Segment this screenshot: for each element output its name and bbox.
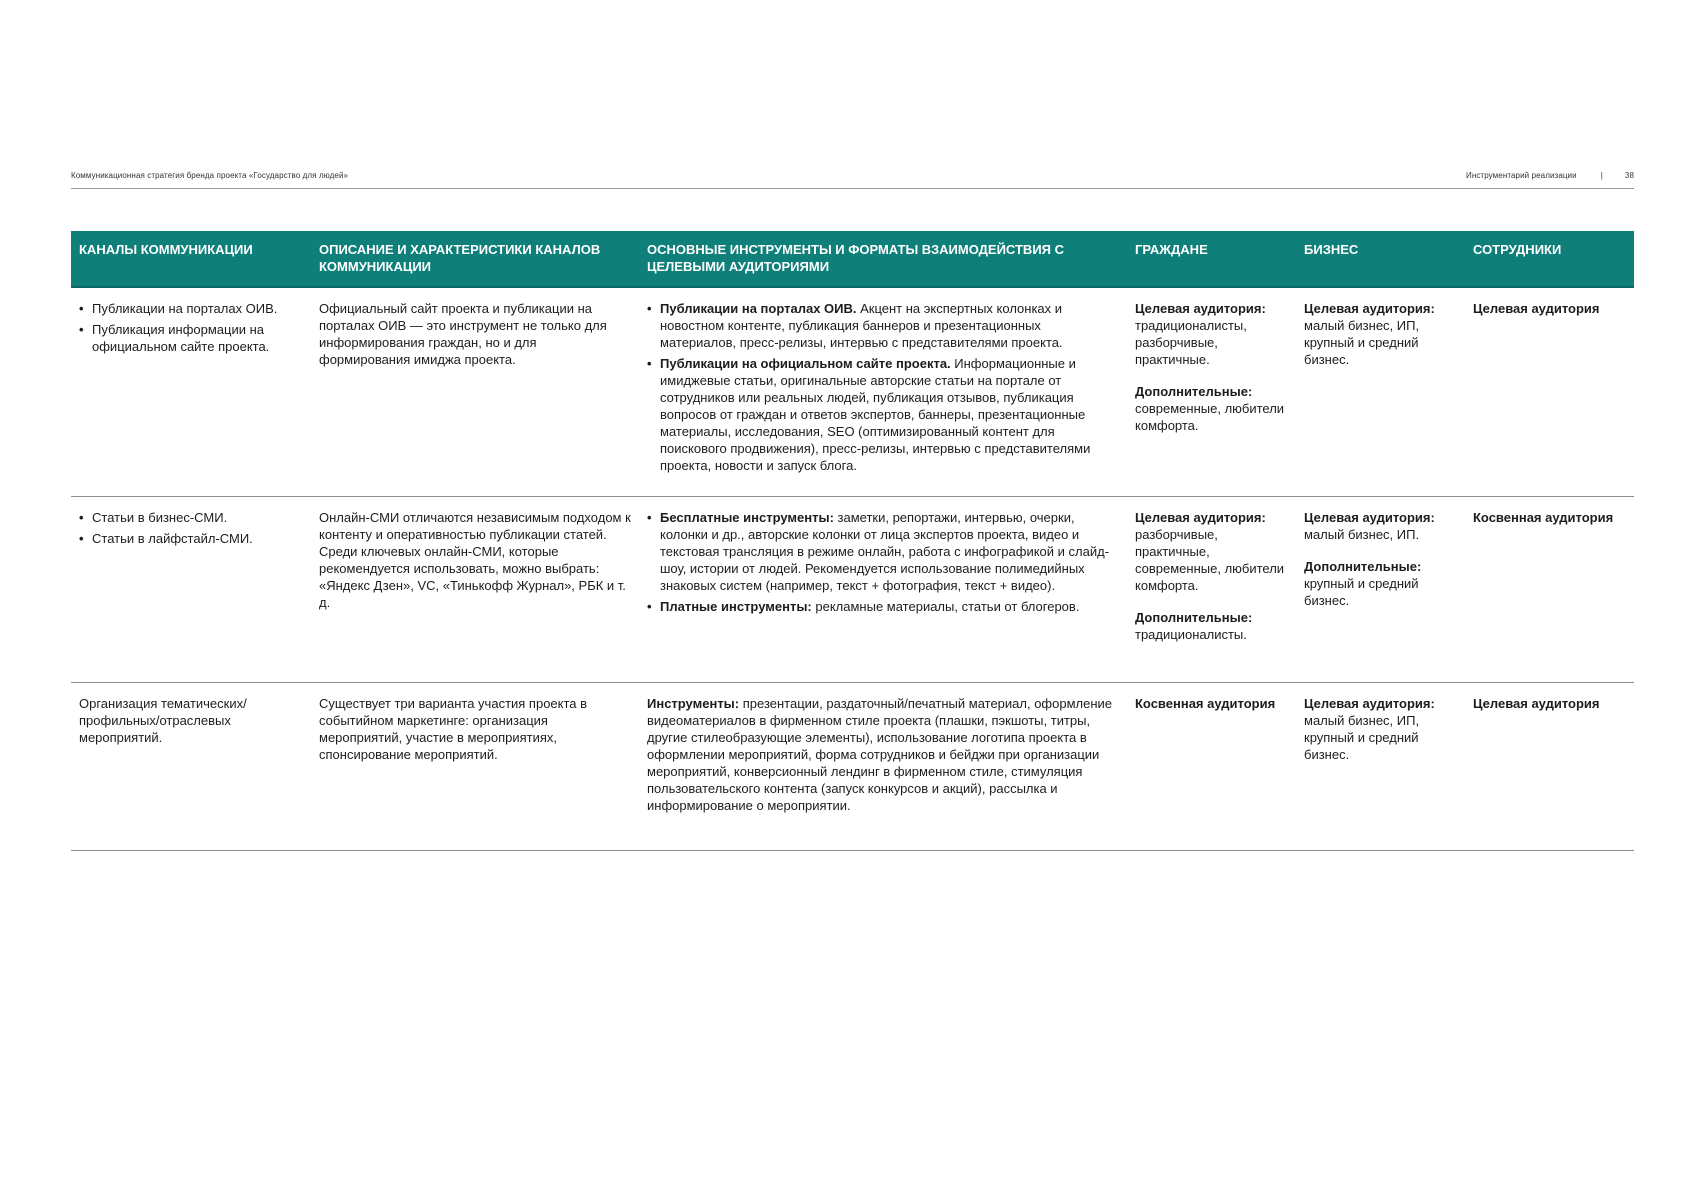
audience-text: современные, любители комфорта. xyxy=(1135,401,1285,433)
tools-cell xyxy=(639,287,1127,497)
tools-cell xyxy=(639,683,1127,851)
audience-text: малый бизнес, ИП, крупный и средний бизнес. xyxy=(1304,318,1420,367)
channel-item: • Статьи в лайфстайл-СМИ. xyxy=(79,530,303,547)
channel-item: • Публикация информации на официальном сайте проекта. xyxy=(79,321,303,355)
audience-block xyxy=(1304,509,1457,543)
channels-cell: Организация тематических/профильных/отраслевых мероприятий. xyxy=(71,683,311,851)
document-title: Коммуникационная стратегия бренда проекта «Государство для людей» xyxy=(71,171,349,180)
audience-title: Целевая аудитория: xyxy=(1304,301,1435,316)
employees-cell: Целевая аудитория xyxy=(1465,287,1634,497)
page-number: 38 xyxy=(1624,171,1634,180)
tool-title: Публикации на порталах ОИВ. xyxy=(660,301,857,316)
channel-item: • Статьи в бизнес-СМИ. xyxy=(79,509,303,526)
channels-cell xyxy=(71,497,311,683)
column-header-channels: КАНАЛЫ КОММУНИКАЦИИ xyxy=(71,231,311,287)
citizens-cell xyxy=(1127,287,1296,497)
audience-block xyxy=(1135,509,1288,594)
business-cell xyxy=(1296,683,1465,851)
tool-item xyxy=(647,598,1119,615)
section-info xyxy=(1466,171,1634,180)
table-header-row xyxy=(71,231,1634,287)
tool-title: Инструменты: xyxy=(647,696,740,711)
audience-text: малый бизнес, ИП, крупный и средний бизнес. xyxy=(1304,713,1420,762)
tool-text: Информационные и имиджевые статьи, оригинальные авторские статьи на портале от сотрудников или реальных людей, публикация отзывов, публикация вопросов от граждан и ответов экспертов, баннеры, презентационные материалы, исследования, SEO (оптимизированный контент для поискового продвижения), пресс-релизы, интервью с представителями проекта, новости и запуск блога. xyxy=(660,356,1091,473)
tool-text: презентации, раздаточный/печатный материал, оформление видеоматериалов в фирменном стиле проекта (плашки, пэкшоты, титры, другие стилеобразующие элементы), использование логотипа проекта в оформлении мероприятий, форма сотрудников и бейджи при организации мероприятий, конверсионный лендинг в фирменном стиле, стимуляция пользовательского контента (запуск конкурсов и акций), рассылка и информирование о мероприятии. xyxy=(647,696,1113,813)
audience-title: Целевая аудитория: xyxy=(1135,510,1266,525)
citizens-cell xyxy=(1127,497,1296,683)
tool-title: Публикации на официальном сайте проекта. xyxy=(660,356,951,371)
tool-title: Бесплатные инструменты: xyxy=(660,510,834,525)
header-divider xyxy=(71,188,1634,189)
business-cell xyxy=(1296,287,1465,497)
description-cell: Существует три варианта участия проекта в событийном маркетинге: организация мероприятий, участие в мероприятиях, спонсирование мероприятий. xyxy=(311,683,639,851)
audience-title: Дополнительные: xyxy=(1135,610,1253,625)
audience-block xyxy=(1135,609,1288,643)
audience-title: Целевая аудитория: xyxy=(1135,301,1266,316)
description-cell: Официальный сайт проекта и публикации на порталах ОИВ — это инструмент не только для информирования граждан, но и для формирования имиджа проекта. xyxy=(311,287,639,497)
audience-title: Дополнительные: xyxy=(1304,559,1422,574)
column-header-description: ОПИСАНИЕ И ХАРАКТЕРИСТИКИ КАНАЛОВ КОММУНИКАЦИИ xyxy=(311,231,639,287)
column-header-tools: ОСНОВНЫЕ ИНСТРУМЕНТЫ И ФОРМАТЫ ВЗАИМОДЕЙСТВИЯ С ЦЕЛЕВЫМИ АУДИТОРИЯМИ xyxy=(639,231,1127,287)
tool-text: Акцент на экспертных колонках и новостном контенте, публикация баннеров и презентационных материалов, пресс-релизы, интервью с представителями проекта. xyxy=(660,301,1063,350)
audience-text: разборчивые, практичные, современные, любители комфорта. xyxy=(1135,527,1285,593)
channel-item: • Публикации на порталах ОИВ. xyxy=(79,300,303,317)
audience-title: Дополнительные: xyxy=(1135,384,1253,399)
business-cell xyxy=(1296,497,1465,683)
communication-channels-table xyxy=(71,231,1634,851)
audience-text: крупный и средний бизнес. xyxy=(1304,576,1419,608)
header-separator: | xyxy=(1600,171,1603,180)
citizens-cell: Косвенная аудитория xyxy=(1127,683,1296,851)
table-row xyxy=(71,287,1634,497)
tool-text: заметки, репортажи, интервью, очерки, колонки и др., авторские колонки от лица экспертов проекта, видео и текстовая трансляция в режиме онлайн, работа с инфографикой и слайд-шоу, истории от людей. Рекомендуется использование полимедийных знаковых систем (например, текст + фотография, текст + видео). xyxy=(660,510,1110,593)
employees-cell: Косвенная аудитория xyxy=(1465,497,1634,683)
table-row xyxy=(71,497,1634,683)
audience-block xyxy=(1135,300,1288,368)
tools-cell xyxy=(639,497,1127,683)
audience-block xyxy=(1304,300,1457,368)
column-header-citizens: ГРАЖДАНЕ xyxy=(1127,231,1296,287)
tool-text: рекламные материалы, статьи от блогеров. xyxy=(811,599,1080,614)
tool-item xyxy=(647,509,1119,594)
audience-title: Целевая аудитория: xyxy=(1304,510,1435,525)
employees-cell: Целевая аудитория xyxy=(1465,683,1634,851)
column-header-business: БИЗНЕС xyxy=(1296,231,1465,287)
audience-text: малый бизнес, ИП. xyxy=(1304,527,1420,542)
table-row xyxy=(71,683,1634,851)
column-header-employees: СОТРУДНИКИ xyxy=(1465,231,1634,287)
audience-text: традиционалисты. xyxy=(1135,627,1247,642)
tool-title: Платные инструменты: xyxy=(660,599,812,614)
audience-block xyxy=(1135,383,1288,434)
description-cell: Онлайн-СМИ отличаются независимым подходом к контенту и оперативностью публикации статей. Среди ключевых онлайн-СМИ, которые рекомендуется использовать, можно выбрать: «Яндекс Дзен», VC, «Тинькофф Журнал», РБК и т. д. xyxy=(311,497,639,683)
channels-cell xyxy=(71,287,311,497)
audience-block xyxy=(1304,558,1457,609)
tool-item xyxy=(647,355,1119,474)
running-header xyxy=(71,171,1634,180)
audience-title: Целевая аудитория: xyxy=(1304,696,1435,711)
tool-item xyxy=(647,300,1119,351)
audience-block xyxy=(1304,695,1457,763)
section-title: Инструментарий реализации xyxy=(1465,171,1577,180)
audience-text: традиционалисты, разборчивые, практичные. xyxy=(1135,318,1247,367)
